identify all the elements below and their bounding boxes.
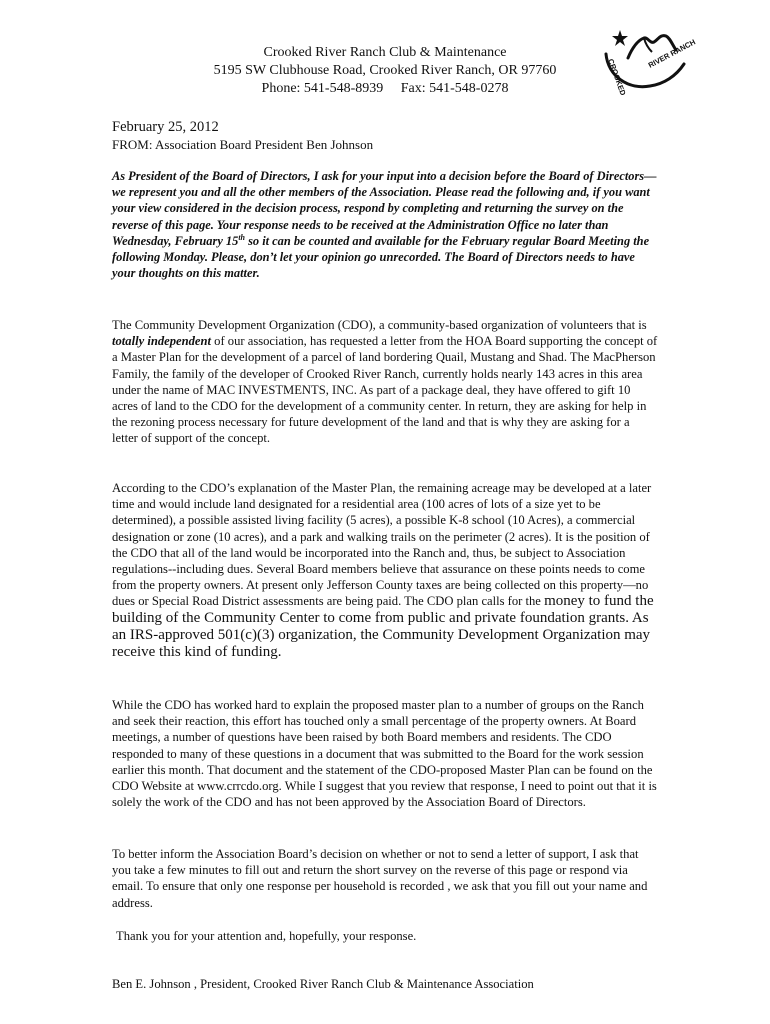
thank-you-line: Thank you for your attention and, hopefully, your response.: [116, 929, 417, 943]
p2-text-b: money to fund the building of the Community Center to come from public and private foundation grants. As an IRS-approved 501(c)(3) organization, the Community Development Organization may receive this kind of funding.: [112, 593, 654, 661]
letterhead-contact: Phone: 541-548-8939 Fax: 541-548-0278: [261, 81, 509, 96]
paragraph-cdo-outreach: While the CDO has worked hard to explain the proposed master plan to a number of groups on the Ranch and seek their reaction, this effort has touched only a small percentage of the property owners. At Board meetings, a number of questions have been raised by both Board members and residents. The CDO responded to many of these questions in a document that was submitted to the Board for the work session earlier this month. That document and the statement of the CDO-proposed Master Plan can be found on the CDO Website at www.crrcdo.org. While I suggest that you review that response, I need to point out that it is solely the work of the CDO and has not been approved by the Association Board of Directors.: [112, 698, 657, 810]
paragraph-survey-request: To better inform the Association Board’s decision on whether or not to send a letter of support, I ask that you take a few minutes to fill out and return the short survey on the reverse of this page or respond via email. To ensure that only one response per household is recorded , we ask that you fill out your name and address.: [112, 847, 648, 910]
signature-line: Ben E. Johnson , President, Crooked River Ranch Club & Maintenance Association: [112, 977, 534, 991]
crooked-river-ranch-logo: [598, 24, 697, 100]
letter-from: FROM: Association Board President Ben Johnson: [112, 137, 374, 152]
intro-text-a: As President of the Board of Directors, I ask for your input into a decision before the Board of Directors—we represent you and all the other members of the Association. Please read the following and, if you want your view considered in the decision process, respond by completing and returning the survey on the reverse of this page. Your response needs to be received at the Administration Office no later than Wednesday, February 15: [112, 169, 657, 248]
p2-text-a: According to the CDO’s explanation of the Master Plan, the remaining acreage may be developed at a later time and would include land designated for a residential area (100 acres of lots of a size yet to be determined), a possible assisted living facility (5 acres), a possible K-8 school (10 Acres), a commercial designation or zone (10 acres), and a park and walking trails on the perimeter (2 acres). It is the position of the CDO that all of the land would be incorporated into the Ranch and, thus, be subject to Association regulations--including dues. Several Board members believe that assurance on these points needs to come from the property owners. At present only Jefferson County taxes are being collected on this property—no dues or Special Road District assessments are being paid. The CDO plan calls for the: [112, 481, 652, 609]
star-icon: [612, 30, 628, 46]
p1-emphasis: totally independent: [112, 334, 211, 349]
letter-date: February 25, 2012: [112, 119, 219, 135]
p1-text-a: The Community Development Organization (CDO), a community-based organization of volunteers that is: [112, 318, 647, 332]
logo-text-left: CROOKED: [606, 57, 628, 97]
letterhead: [150, 44, 620, 98]
p1-text-b: of our association, has requested a letter from the HOA Board supporting the concept of a Master Plan for the development of a parcel of land bordering Quail, Mustang and Shad. The MacPherson Family, the family of the developer of Crooked River Ranch, currently holds nearly 143 acres in this area under the name of MAC INVESTMENTS, INC. As part of a package deal, they have offered to gift 10 acres of land to the CDO for the development of a community center. In return, they are asking for help in the rezoning process necessary for future development of the land and that is why they are asking for a letter of support of the concept.: [112, 334, 658, 446]
paragraph-master-plan: [112, 480, 658, 661]
intro-paragraph: [112, 168, 658, 281]
logo-text-right: RIVER RANCH: [646, 37, 697, 70]
intro-text-b: so it can be counted and available for the February regular Board Meeting the following Monday. Please, don’t let your opinion go unrecorded. The Board of Directors needs to have your thoughts on this matter.: [112, 233, 650, 281]
paragraph-cdo-request: [112, 317, 658, 447]
letterhead-organization: Crooked River Ranch Club & Maintenance: [263, 45, 507, 60]
intro-sup: th: [238, 232, 245, 242]
letterhead-address: 5195 SW Clubhouse Road, Crooked River Ranch, OR 97760: [213, 63, 557, 78]
